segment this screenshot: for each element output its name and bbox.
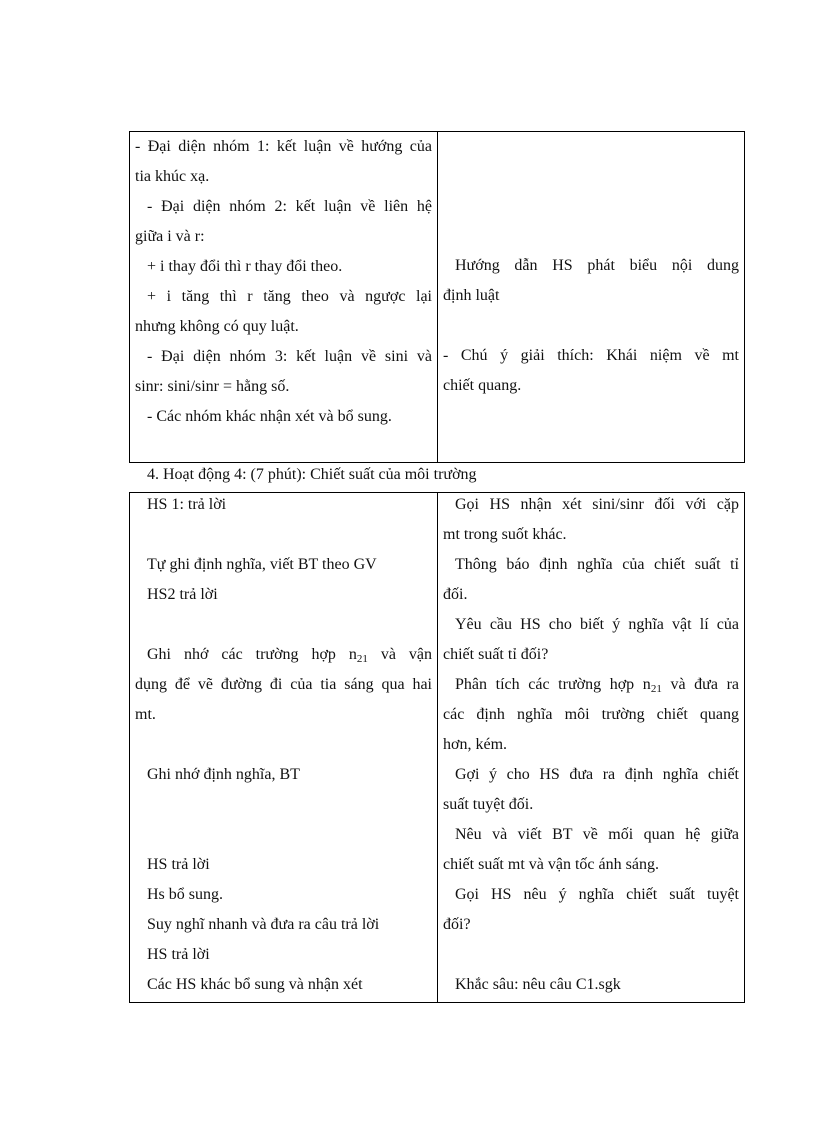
text-line: chiết suất tỉ đối? bbox=[443, 646, 549, 663]
text-line: + i tăng thì r tăng theo và ngược lại bbox=[147, 288, 432, 305]
text-line: + i thay đổi thì r thay đổi theo. bbox=[147, 258, 343, 275]
teacher-activity-column bbox=[438, 132, 744, 462]
text-fragment: và đưa ra bbox=[661, 676, 739, 693]
text-line: - Đại diện nhóm 3: kết luận về sini và bbox=[147, 348, 432, 365]
student-activity-column bbox=[130, 132, 438, 462]
text-line: các định nghĩa môi trường chiết quang bbox=[443, 706, 739, 723]
text-line bbox=[443, 670, 739, 700]
subscript: 21 bbox=[650, 683, 662, 695]
text-line: chiết quang. bbox=[443, 377, 522, 394]
text-fragment: Ghi nhớ các trường hợp n bbox=[147, 646, 357, 663]
text-line: định luật bbox=[443, 287, 500, 304]
text-line: Nêu và viết BT về mối quan hệ giữa bbox=[455, 826, 739, 843]
text-line: dụng để vẽ đường đi của tia sáng qua hai bbox=[135, 676, 432, 693]
text-line: suất tuyệt đối. bbox=[443, 796, 534, 813]
text-line: tia khúc xạ. bbox=[135, 168, 210, 185]
text-line: Suy nghĩ nhanh và đưa ra câu trả lời bbox=[147, 916, 380, 933]
activity-table-2 bbox=[129, 492, 745, 1003]
text-line: Gợi ý cho HS đưa ra định nghĩa chiết bbox=[455, 766, 739, 783]
text-line: đối? bbox=[443, 916, 471, 933]
text-line: Tự ghi định nghĩa, viết BT theo GV bbox=[147, 556, 377, 573]
text-line: nhưng không có quy luật. bbox=[135, 318, 299, 335]
text-fragment: và vận bbox=[367, 646, 432, 663]
text-line: sinr: sini/sinr = hằng số. bbox=[135, 378, 290, 395]
text-line: Khắc sâu: nêu câu C1.sgk bbox=[455, 976, 621, 993]
section-heading: 4. Hoạt động 4: (7 phút): Chiết suất của môi trường bbox=[147, 466, 477, 483]
text-line: Gọi HS nhận xét sini/sinr đối với cặp bbox=[455, 496, 739, 513]
activity-table-1 bbox=[129, 131, 745, 463]
text-line: mt trong suốt khác. bbox=[443, 526, 567, 543]
text-line: hơn, kém. bbox=[443, 736, 508, 753]
teacher-activity-column bbox=[438, 493, 744, 1002]
text-line: chiết suất mt và vận tốc ánh sáng. bbox=[443, 856, 659, 873]
text-fragment: Phân tích các trường hợp n bbox=[455, 676, 651, 693]
text-line: Các HS khác bổ sung và nhận xét bbox=[147, 976, 363, 993]
text-line: đối. bbox=[443, 586, 468, 603]
text-line: Hs bổ sung. bbox=[147, 886, 224, 903]
text-line: - Các nhóm khác nhận xét và bổ sung. bbox=[147, 408, 392, 425]
text-line: Thông báo định nghĩa của chiết suất tỉ bbox=[455, 556, 739, 573]
text-line: Ghi nhớ định nghĩa, BT bbox=[147, 766, 300, 783]
text-line: - Đại diện nhóm 1: kết luận về hướng của bbox=[135, 138, 432, 155]
subscript: 21 bbox=[356, 653, 368, 665]
text-line: HS trả lời bbox=[147, 946, 210, 963]
text-line: - Chú ý giải thích: Khái niệm về mt bbox=[443, 347, 739, 364]
text-line: Yêu cầu HS cho biết ý nghĩa vật lí của bbox=[455, 616, 739, 633]
student-activity-column bbox=[130, 493, 438, 1002]
text-line bbox=[135, 640, 432, 670]
text-line: HS trả lời bbox=[147, 856, 210, 873]
text-line: - Đại diện nhóm 2: kết luận về liên hệ bbox=[147, 198, 432, 215]
text-line: HS 1: trả lời bbox=[147, 496, 227, 513]
text-line: HS2 trả lời bbox=[147, 586, 218, 603]
text-line: giữa i và r: bbox=[135, 228, 205, 245]
text-line: mt. bbox=[135, 706, 156, 723]
text-line: Hướng dẫn HS phát biểu nội dung bbox=[455, 257, 739, 274]
text-line: Gọi HS nêu ý nghĩa chiết suất tuyệt bbox=[455, 886, 739, 903]
